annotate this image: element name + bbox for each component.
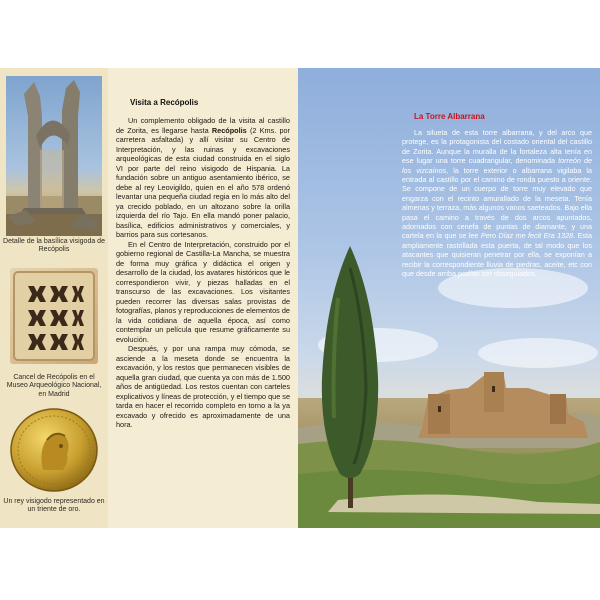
paragraph-2: En el Centro de Interpretación, construido por el gobierno regional de Castilla-La Mancha, se muestra de forma muy gráfica y didáctica el origen y desarrollo de la ciudad, los avatares históricos que le correspondieron vivir, y piezas halladas en el transcurso de las excavaciones. Los visitantes pueden recorrer las diversas salas provistas de fotografías, planos y reproducciones de elementos de la vida cotidiana de aquella época, así como contemplar un película que resume gráficamente su evolución. — [116, 239, 290, 344]
right-page-title: La Torre Albarrana — [414, 112, 485, 121]
cancel-lattice-photo — [10, 268, 98, 364]
tower-text-1: La silueta de esta torre albarrana, y del arco que protege, es la protagonista del costado oriental del castillo de Zorita. Aunque la muralla de la fortaleza alta tenía en ese lugar una torre cuadrangular, denominada — [402, 128, 592, 166]
inscription-italic: Pero Díaz me fecit Era 1328 — [480, 231, 574, 241]
paragraph-1 — [116, 116, 290, 240]
landscape-scene — [298, 238, 600, 528]
left-page-title: Visita a Recópolis — [130, 98, 199, 107]
paragraph-1-end: (2 Kms. por carretera asfaltada) y allí visitar su Centro de Interpretación, y las ruinas y excavaciones arqueológicas de esta ciudad construida en el siglo VI por parte del reino visigodo de Hispania. La fundación sobre un antiguo asentamiento ibérico, se debe al rey Leovigildo, quien en el año 578 ordenó levantar una pequeña ciudad regia en lo más alto del ya crecido poblado, en un altozano sobre la orilla izquierda del río Tajo. En ella mandó poner palacio, basílica, edificios administrativos y comerciales, y barrios para sus cortesanos. — [116, 125, 290, 239]
right-page — [298, 68, 600, 528]
tower-text-2: , la torre exterior o albarrana vigilaba la entrada al castillo por el camino de ronda puesto a oriente. Se compone de un cuerpo de torre muy elevado que engarza con el recinto amurallado de la meseta. Tenía almenas y terraza, más algunos vanos saeteados. Bajo ella pasa el camino a través de dos arcos apuntados, adornados con cenefa de puntas de diamante, y una cartela en la que se lee — [402, 165, 592, 241]
left-page-body — [116, 94, 290, 430]
paragraph-1-start: Un complemento obligado de la visita al castillo de Zorita, es llegarse hasta — [116, 116, 290, 135]
tower-text-3: . Esta ampliamente rastrillada esta puerta, de tal modo que los atacantes que quisieran penetrar por ella, se exponían a recibir la correspondiente lluvia de piedras, aceite, etc con que desde arriba podían ser obsequiados. — [402, 231, 592, 279]
coin-caption: Un rey visigodo representado en un triente de oro. — [3, 498, 105, 514]
left-page — [0, 68, 298, 528]
castle-ruin — [418, 372, 588, 438]
recopolis-bold: Recópolis — [211, 125, 247, 135]
book-spread — [0, 68, 600, 528]
cancel-caption: Cancel de Recópolis en el Museo Arqueológico Nacional, en Madrid — [6, 374, 102, 398]
basilica-ruin-photo — [6, 76, 102, 236]
right-page-body — [402, 128, 592, 279]
torreon-italic: torreón de los vizcaínos — [402, 156, 593, 175]
paragraph-3: Después, y por una rampa muy cómoda, se asciende a la meseta donde se encuentra la excavación, y los restos que permanecen visibles de aquella gran ciudad, que cuenta ya con más de 1.500 años de antigüedad. Los restos cuentan con carteles explicativos y líneas de protección, y el tiempo que se tarda en hacer el recorrido completo en torno a la ya excavado y ofrecido es aproximadamente de una hora. — [116, 344, 291, 429]
gold-coin-photo — [9, 408, 99, 492]
ruin-caption: Detalle de la basílica visigoda de Recópolis — [3, 238, 105, 254]
